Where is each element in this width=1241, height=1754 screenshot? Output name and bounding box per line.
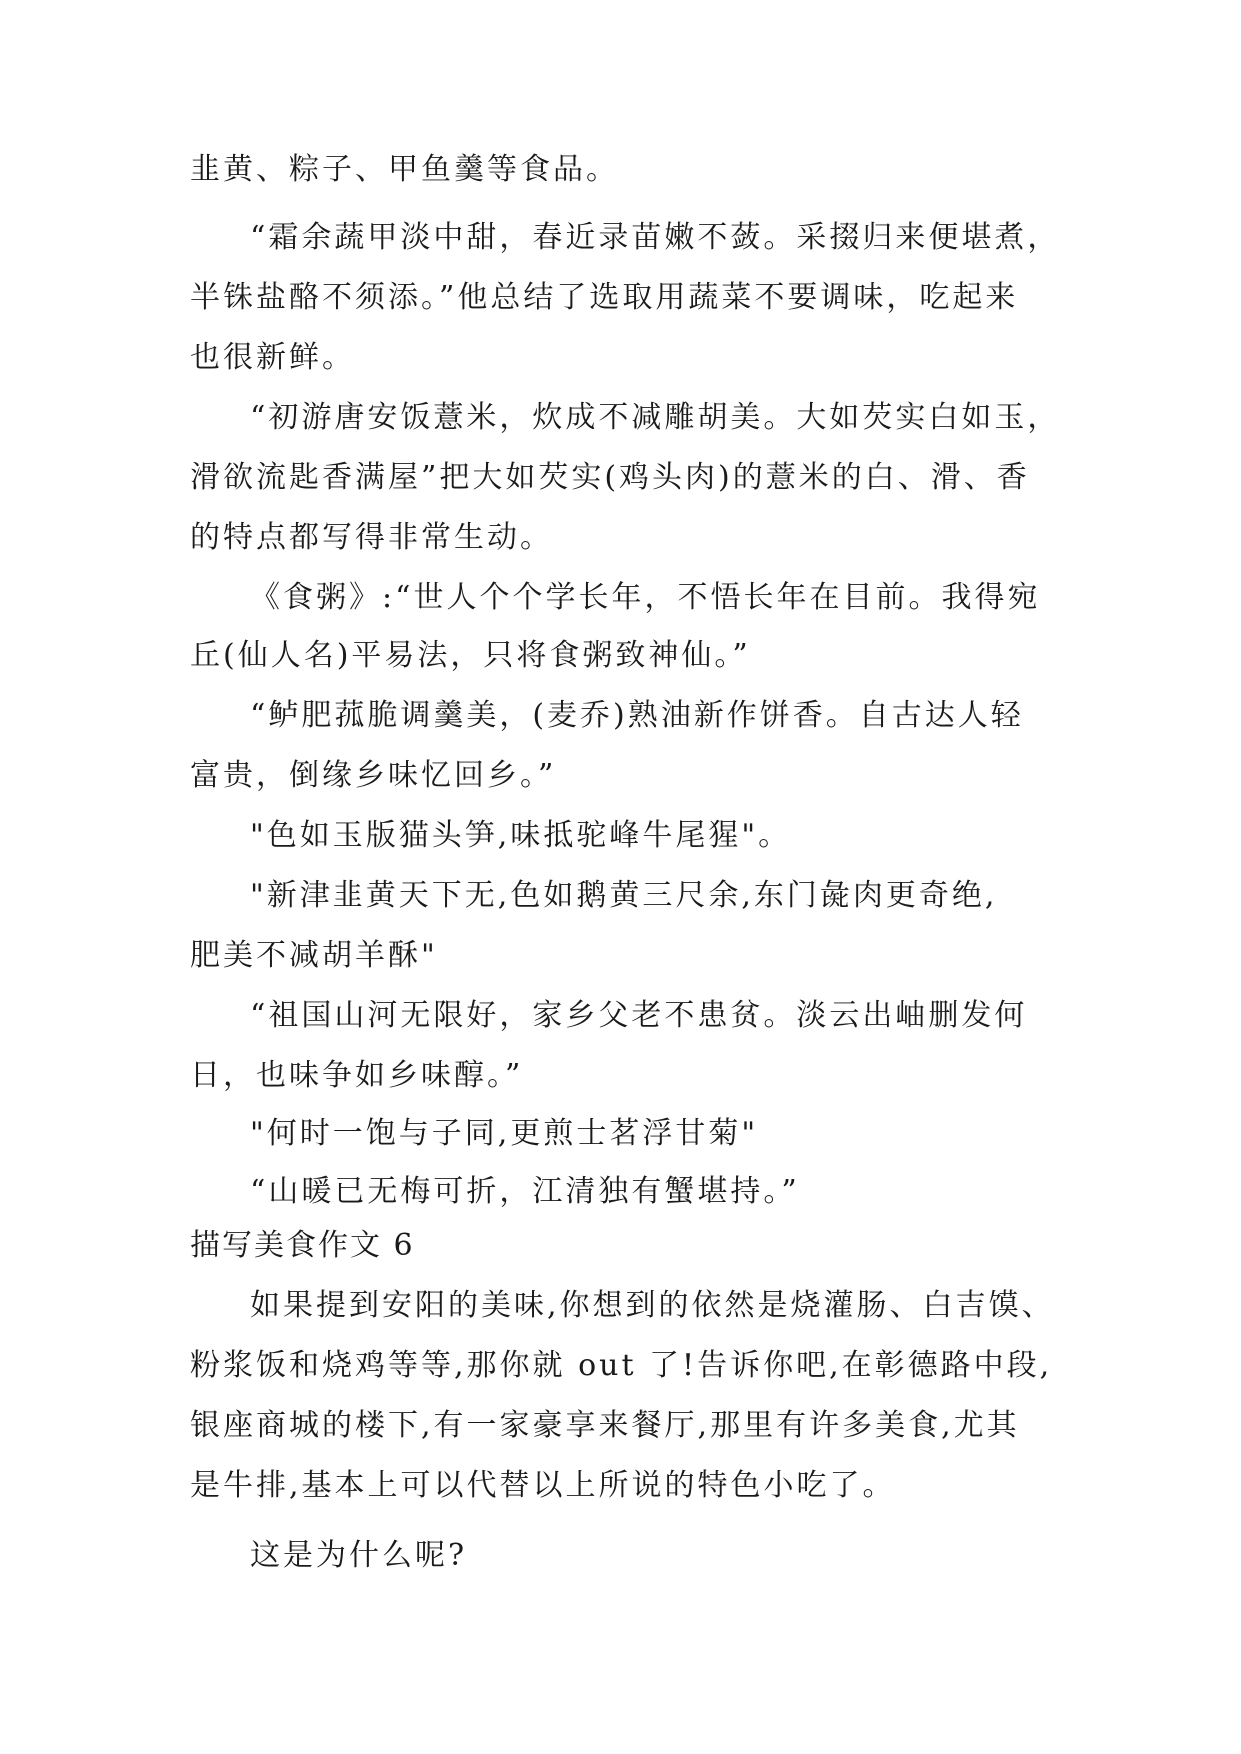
text-line: “鲈肥菰脆调羹美，(麦乔)熟油新作饼香。自古达人轻 [250, 698, 1024, 733]
text-line: “初游唐安饭薏米，炊成不减雕胡美。大如芡实白如玉， [250, 400, 1061, 435]
text-line: 这是为什么呢? [250, 1538, 468, 1573]
text-line: 《食粥》:“世人个个学长年，不悟长年在目前。我得宛 [250, 580, 1041, 615]
text-line: 也很新鲜。 [190, 340, 355, 375]
text-line: “山暖已无梅可折，江清独有蟹堪持。” [250, 1174, 800, 1209]
text-line: "色如玉版猫头笋,味抵驼峰牛尾猩"。 [250, 818, 792, 853]
text-line: "何时一饱与子同,更煎士茗浮甘菊" [250, 1116, 759, 1151]
text-line: “霜余蔬甲淡中甜，春近录苗嫩不蔹。采掇归来便堪煮， [250, 220, 1061, 255]
text-line: 半铢盐酪不须添。”他总结了选取用蔬菜不要调味，吃起来 [190, 280, 1019, 315]
text-line: 如果提到安阳的美味,你想到的依然是烧灌肠、白吉馍、 [250, 1288, 1055, 1323]
text-line: 肥美不减胡羊酥" [190, 938, 438, 973]
text-line: 是牛排,基本上可以代替以上所说的特色小吃了。 [190, 1468, 896, 1503]
text-line: 粉浆饭和烧鸡等等,那你就 out 了!告诉你吧,在彰德路中段, [190, 1348, 1053, 1383]
text-line: 银座商城的楼下,有一家豪享来餐厅,那里有许多美食,尤其 [190, 1408, 1020, 1443]
text-line: 的特点都写得非常生动。 [190, 520, 553, 555]
text-line: 滑欲流匙香满屋”把大如芡实(鸡头肉)的薏米的白、滑、香 [190, 460, 1030, 495]
text-line: 丘(仙人名)平易法，只将食粥致神仙。” [190, 638, 751, 673]
text-line: 富贵，倒缘乡味忆回乡。” [190, 758, 557, 793]
text-line: 韭黄、粽子、甲鱼羹等食品。 [190, 152, 619, 187]
text-line: "新津韭黄天下无,色如鹅黄三尺余,东门彘肉更奇绝, [250, 878, 998, 913]
section-heading: 描写美食作文 6 [190, 1228, 415, 1263]
text-line: 日，也味争如乡味醇。” [190, 1058, 524, 1093]
text-line: “祖国山河无限好，家乡父老不患贫。淡云出岫删发何 [250, 998, 1028, 1033]
